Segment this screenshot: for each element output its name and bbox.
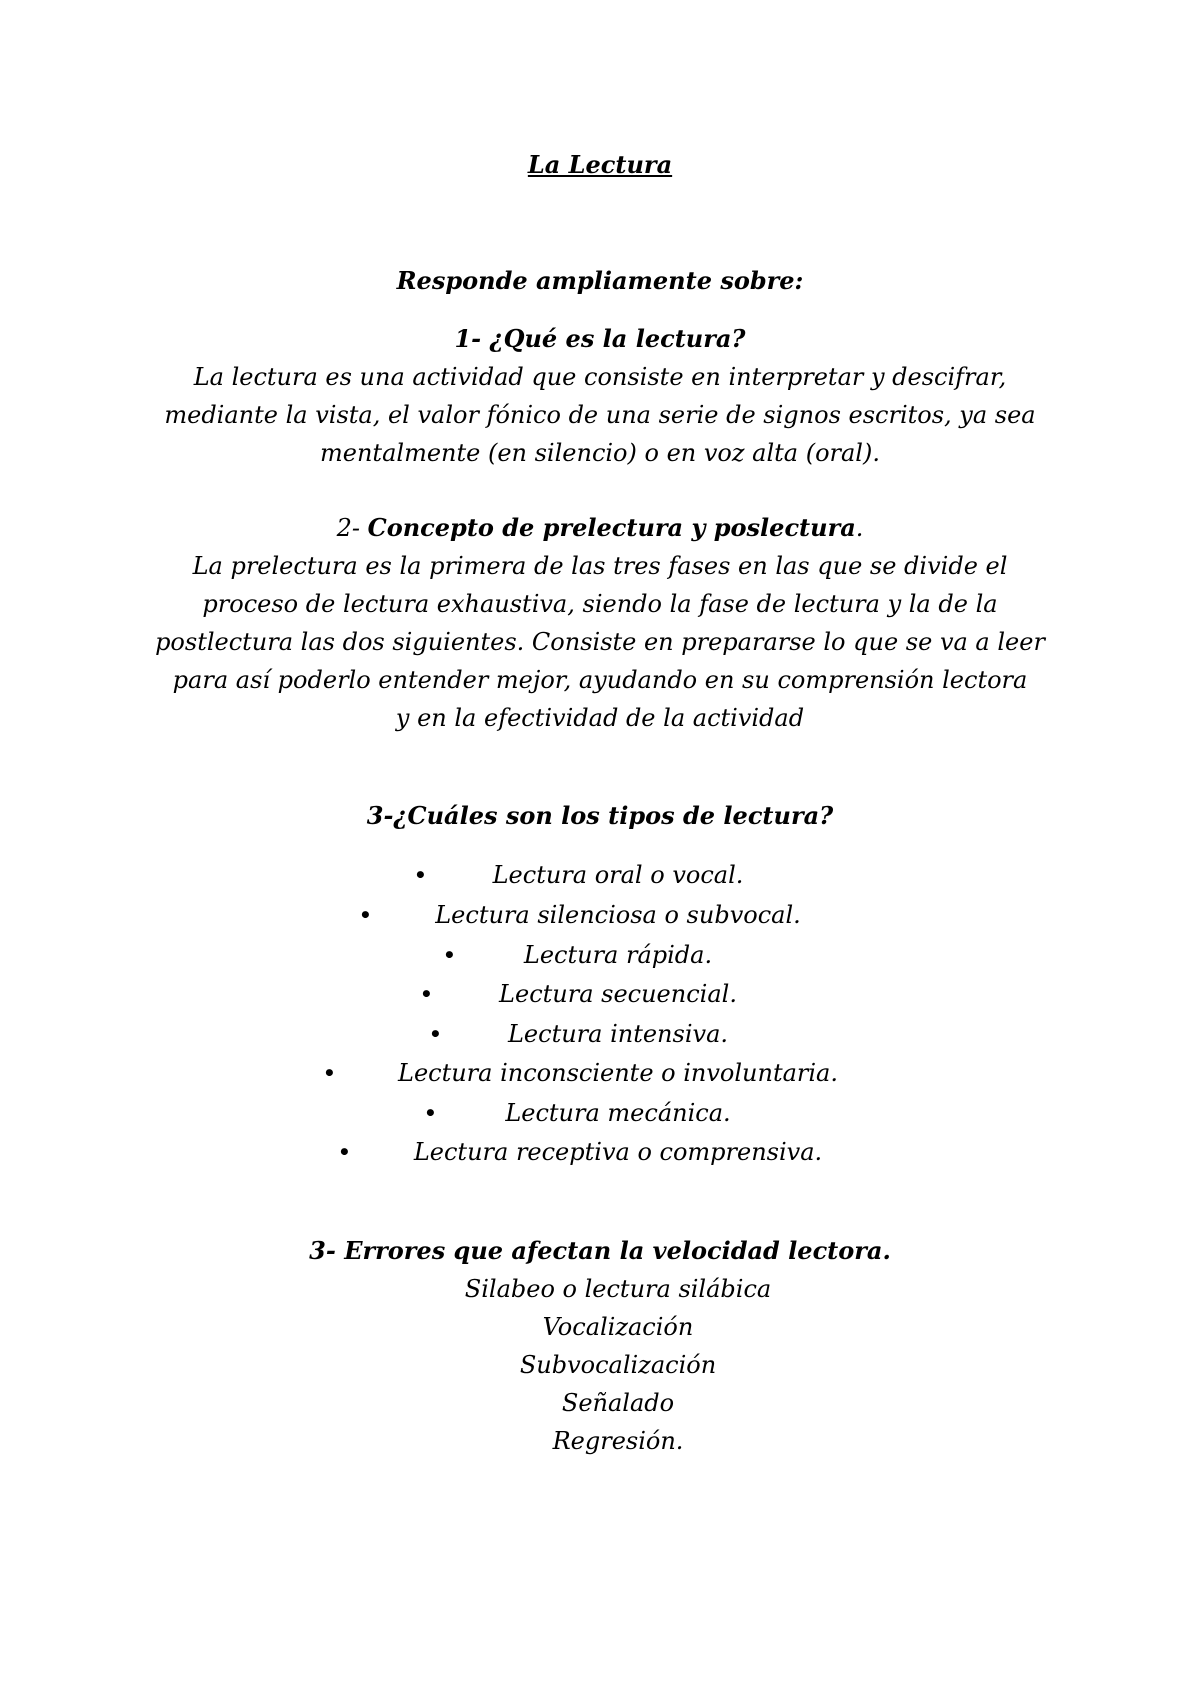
answer-line: La lectura es una actividad que consiste en interpretar y descifrar, (193, 363, 1007, 391)
list-item: Vocalización (542, 1313, 694, 1341)
list-item-text: Lectura receptiva o comprensiva. (413, 1138, 823, 1166)
list-item-text: Lectura rápida. (523, 941, 713, 969)
bullet-icon: • (323, 1061, 336, 1085)
bullet-icon: • (429, 1022, 442, 1046)
question-2-period: . (855, 514, 864, 542)
question-2-answer (0, 547, 1200, 737)
question-2-title: Concepto de prelectura y poslectura (367, 513, 856, 542)
list-item-text: Lectura silenciosa o subvocal. (435, 901, 801, 929)
answer-line: postlectura las dos siguientes. Consiste en prepararse lo que se va a leer (155, 628, 1045, 656)
answer-line: mediante la vista, el valor fónico de una serie de signos escritos, ya sea (164, 401, 1036, 429)
question-1-heading: 1- ¿Qué es la lectura? (454, 324, 746, 353)
question-1-answer (0, 358, 1200, 472)
bullet-icon: • (338, 1140, 351, 1164)
answer-line: mentalmente (en silencio) o en voz alta (oral). (320, 439, 880, 467)
list-item (0, 895, 1200, 935)
answer-line: La prelectura es la primera de las tres fases en las que se divide el (192, 552, 1008, 580)
bullet-icon: • (359, 903, 372, 927)
list-item (0, 1132, 1200, 1172)
document-title: La Lectura (527, 150, 673, 179)
list-item (0, 1093, 1200, 1133)
bullet-icon: • (420, 982, 433, 1006)
list-item-text: Lectura intensiva. (507, 1020, 729, 1048)
list-item (0, 974, 1200, 1014)
bullet-icon: • (414, 863, 427, 887)
answer-line: proceso de lectura exhaustiva, siendo la fase de lectura y la de la (202, 590, 998, 618)
bullet-icon: • (424, 1101, 437, 1125)
question-3-heading: 3-¿Cuáles son los tipos de lectura? (366, 801, 834, 830)
list-item (0, 935, 1200, 975)
list-item: Regresión. (552, 1427, 684, 1455)
list-item (0, 1014, 1200, 1054)
list-item: Silabeo o lectura silábica (464, 1275, 772, 1303)
list-item-text: Lectura oral o vocal. (492, 861, 744, 889)
list-item (0, 855, 1200, 895)
list-item: Señalado (561, 1389, 675, 1417)
question-4-heading: 3- Errores que afectan la velocidad lectora. (309, 1236, 891, 1265)
list-item-text: Lectura secuencial. (499, 980, 737, 1008)
answer-line: para así poderlo entender mejor, ayudando en su comprensión lectora (172, 666, 1028, 694)
question-2-heading (0, 509, 1200, 547)
list-item-text: Lectura mecánica. (505, 1099, 731, 1127)
answer-line: y en la efectividad de la actividad (395, 704, 805, 732)
bullet-icon: • (443, 943, 456, 967)
list-item-text: Lectura inconsciente o involuntaria. (398, 1059, 838, 1087)
instructions-heading: Responde ampliamente sobre: (396, 266, 804, 295)
reading-errors-list (0, 1270, 1200, 1460)
list-item (0, 1053, 1200, 1093)
question-2-number: 2- (336, 514, 360, 542)
list-item: Subvocalización (519, 1351, 717, 1379)
